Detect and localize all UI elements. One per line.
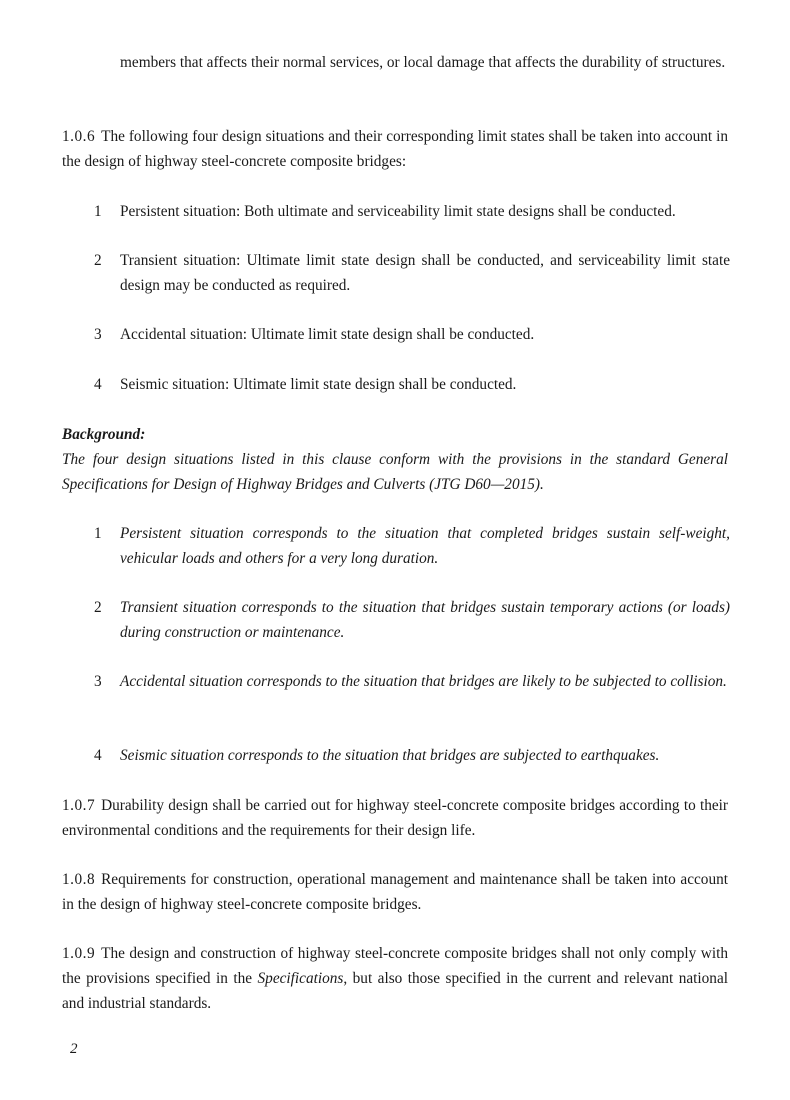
background-text: The four design situations listed in this clause conform with the provisions in the standard General Specifications for Design of Highway Bridges and Culverts (JTG D60—2015). bbox=[62, 451, 728, 493]
specifications-term: Specifications bbox=[257, 970, 344, 987]
clause-number: 1.0.9 bbox=[62, 945, 96, 962]
clause-1-0-9 bbox=[62, 941, 728, 1016]
design-situation-item bbox=[94, 199, 730, 224]
clause-text: The design and construction of highway steel-concrete composite bridges shall not only comply with the provisions specified in the bbox=[62, 945, 728, 987]
design-situation-item bbox=[94, 322, 730, 347]
background-item bbox=[94, 595, 730, 645]
item-text: Persistent situation: Both ultimate and serviceability limit state designs shall be conducted. bbox=[120, 203, 676, 220]
item-number: 3 bbox=[94, 326, 102, 343]
item-text: Transient situation: Ultimate limit state design shall be conducted, and serviceability limit state design may be conducted as required. bbox=[120, 252, 730, 294]
clause-text-continued: , but also those specified in the current and relevant national and industrial standards. bbox=[62, 970, 728, 1012]
page-number: 2 bbox=[70, 1041, 78, 1057]
item-number: 2 bbox=[94, 599, 102, 616]
item-number: 2 bbox=[94, 252, 102, 269]
item-number: 4 bbox=[94, 747, 102, 764]
background-title bbox=[62, 422, 145, 447]
item-number: 1 bbox=[94, 525, 102, 542]
clause-text: Requirements for construction, operational management and maintenance shall be taken into account in the design of highway steel-concrete composite bridges. bbox=[62, 871, 728, 913]
clause-1-0-6 bbox=[62, 124, 728, 174]
background-paragraph bbox=[62, 447, 728, 497]
design-situation-item bbox=[94, 372, 730, 397]
background-item bbox=[94, 521, 730, 571]
item-text: Transient situation corresponds to the situation that bridges sustain temporary actions (or loads) during construction or maintenance. bbox=[120, 599, 730, 641]
item-text: Accidental situation corresponds to the situation that bridges are likely to be subjected to collision. bbox=[120, 673, 727, 690]
background-item bbox=[94, 743, 730, 768]
clause-text: Durability design shall be carried out for highway steel-concrete composite bridges according to their environmental conditions and the requirements for their design life. bbox=[62, 797, 728, 839]
item-text: Seismic situation: Ultimate limit state design shall be conducted. bbox=[120, 376, 517, 393]
background-heading: Background: bbox=[62, 426, 146, 443]
background-item bbox=[94, 669, 730, 694]
clause-number: 1.0.7 bbox=[62, 797, 96, 814]
item-text: Accidental situation: Ultimate limit state design shall be conducted. bbox=[120, 326, 535, 343]
continued-text: members that affects their normal services, or local damage that affects the durability of structures. bbox=[120, 54, 726, 71]
design-situation-item bbox=[94, 248, 730, 298]
clause-number: 1.0.8 bbox=[62, 871, 96, 888]
continued-paragraph bbox=[120, 50, 728, 75]
item-number: 4 bbox=[94, 376, 102, 393]
clause-1-0-7 bbox=[62, 793, 728, 843]
clause-text: The following four design situations and their corresponding limit states shall be taken into account in the design of highway steel-concrete composite bridges: bbox=[62, 128, 728, 170]
item-text: Persistent situation corresponds to the situation that completed bridges sustain self-weight, vehicular loads and others for a very long duration. bbox=[120, 525, 730, 567]
item-text: Seismic situation corresponds to the situation that bridges are subjected to earthquakes. bbox=[120, 747, 660, 764]
clause-1-0-8 bbox=[62, 867, 728, 917]
item-number: 1 bbox=[94, 203, 102, 220]
clause-number: 1.0.6 bbox=[62, 128, 96, 145]
item-number: 3 bbox=[94, 673, 102, 690]
